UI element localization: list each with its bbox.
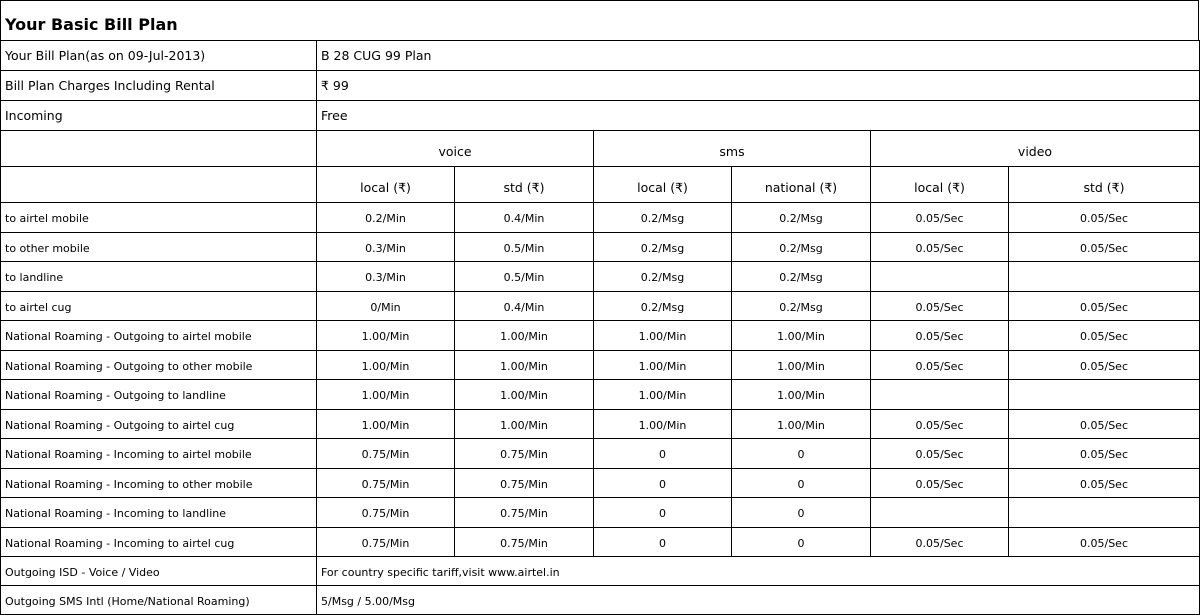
table-row <box>1 321 1200 351</box>
empty-header-cell <box>1 167 317 203</box>
rate-cell-voice-local: 0.2/Min <box>317 203 455 233</box>
row-label: National Roaming - Incoming to landline <box>1 498 317 528</box>
rate-cell-sms-national: 0 <box>732 498 871 528</box>
group-sms: sms <box>594 131 871 167</box>
isd-value: For country specific tariff,visit www.airtel.in <box>317 557 1200 586</box>
rate-cell-video-local: 0.05/Sec <box>871 409 1009 439</box>
plan-charges-label: Bill Plan Charges Including Rental <box>1 71 317 101</box>
table-row <box>1 350 1200 380</box>
rate-cell-video-local: 0.05/Sec <box>871 203 1009 233</box>
rate-cell-voice-std: 1.00/Min <box>455 350 594 380</box>
row-label: National Roaming - Outgoing to airtel mobile <box>1 321 317 351</box>
group-header-row <box>1 131 1200 167</box>
rate-cell-voice-std: 0.5/Min <box>455 232 594 262</box>
table-row <box>1 262 1200 292</box>
rate-cell-sms-national: 1.00/Min <box>732 380 871 410</box>
plan-name-label: Your Bill Plan(as on 09-Jul-2013) <box>1 41 317 71</box>
row-label: National Roaming - Incoming to other mobile <box>1 468 317 498</box>
row-label: National Roaming - Incoming to airtel mobile <box>1 439 317 469</box>
rate-cell-video-std <box>1009 498 1200 528</box>
row-label: National Roaming - Outgoing to other mobile <box>1 350 317 380</box>
plan-name-value: B 28 CUG 99 Plan <box>317 41 1200 71</box>
col-voice-local: local (₹) <box>317 167 455 203</box>
isd-row <box>1 557 1200 586</box>
rate-cell-voice-std: 0.5/Min <box>455 262 594 292</box>
rate-cell-voice-std: 0.4/Min <box>455 203 594 233</box>
incoming-row <box>1 101 1200 131</box>
column-header-row <box>1 167 1200 203</box>
rate-cell-voice-std: 1.00/Min <box>455 380 594 410</box>
rate-cell-sms-national: 0.2/Msg <box>732 291 871 321</box>
rate-cell-voice-local: 0.75/Min <box>317 468 455 498</box>
row-label: to other mobile <box>1 232 317 262</box>
plan-charges-value: ₹ 99 <box>317 71 1200 101</box>
rate-cell-sms-local: 1.00/Min <box>594 409 732 439</box>
col-sms-national: national (₹) <box>732 167 871 203</box>
rate-cell-sms-national: 0.2/Msg <box>732 232 871 262</box>
table-row <box>1 203 1200 233</box>
rate-cell-video-std: 0.05/Sec <box>1009 232 1200 262</box>
rate-cell-voice-local: 0.3/Min <box>317 232 455 262</box>
table-row <box>1 468 1200 498</box>
plan-name-row <box>1 41 1200 71</box>
rate-cell-video-local: 0.05/Sec <box>871 321 1009 351</box>
rate-cell-video-std: 0.05/Sec <box>1009 527 1200 557</box>
rate-cell-video-local: 0.05/Sec <box>871 439 1009 469</box>
rate-cell-voice-std: 1.00/Min <box>455 409 594 439</box>
rate-cell-video-std: 0.05/Sec <box>1009 468 1200 498</box>
rate-cell-sms-national: 1.00/Min <box>732 350 871 380</box>
rate-cell-sms-national: 0 <box>732 527 871 557</box>
rate-cell-video-std: 0.05/Sec <box>1009 350 1200 380</box>
rate-cell-sms-local: 0 <box>594 527 732 557</box>
table-row <box>1 380 1200 410</box>
rate-cell-sms-local: 0 <box>594 498 732 528</box>
rate-cell-voice-local: 1.00/Min <box>317 350 455 380</box>
rate-cell-voice-local: 1.00/Min <box>317 321 455 351</box>
bill-plan-table <box>0 40 1200 615</box>
rate-cell-video-local: 0.05/Sec <box>871 232 1009 262</box>
rate-cell-voice-std: 0.75/Min <box>455 439 594 469</box>
rate-cell-voice-std: 0.75/Min <box>455 498 594 528</box>
rate-cell-sms-national: 1.00/Min <box>732 409 871 439</box>
table-row <box>1 498 1200 528</box>
rate-cell-video-std: 0.05/Sec <box>1009 409 1200 439</box>
rate-cell-video-local: 0.05/Sec <box>871 350 1009 380</box>
rate-cell-video-std <box>1009 262 1200 292</box>
rate-cell-sms-local: 0.2/Msg <box>594 232 732 262</box>
col-voice-std: std (₹) <box>455 167 594 203</box>
rate-cell-voice-local: 0.75/Min <box>317 439 455 469</box>
rate-cell-video-local <box>871 498 1009 528</box>
row-label: to landline <box>1 262 317 292</box>
rate-cell-voice-local: 1.00/Min <box>317 409 455 439</box>
plan-charges-row <box>1 71 1200 101</box>
rate-cell-sms-local: 0.2/Msg <box>594 262 732 292</box>
rate-cell-sms-local: 0 <box>594 468 732 498</box>
rate-cell-voice-std: 0.75/Min <box>455 468 594 498</box>
col-video-local: local (₹) <box>871 167 1009 203</box>
rate-cell-video-std: 0.05/Sec <box>1009 439 1200 469</box>
sms-intl-value: 5/Msg / 5.00/Msg <box>317 586 1200 615</box>
rate-cell-video-std: 0.05/Sec <box>1009 203 1200 233</box>
rate-cell-voice-local: 1.00/Min <box>317 380 455 410</box>
empty-header-cell <box>1 131 317 167</box>
rate-cell-sms-local: 1.00/Min <box>594 380 732 410</box>
rate-cell-voice-std: 0.75/Min <box>455 527 594 557</box>
rate-cell-video-local: 0.05/Sec <box>871 468 1009 498</box>
rate-cell-sms-local: 0.2/Msg <box>594 203 732 233</box>
page-title: Your Basic Bill Plan <box>0 0 1199 40</box>
row-label: National Roaming - Outgoing to landline <box>1 380 317 410</box>
incoming-value: Free <box>317 101 1200 131</box>
incoming-label: Incoming <box>1 101 317 131</box>
rate-cell-video-local <box>871 262 1009 292</box>
group-voice: voice <box>317 131 594 167</box>
table-row <box>1 439 1200 469</box>
isd-label: Outgoing ISD - Voice / Video <box>1 557 317 586</box>
table-row <box>1 232 1200 262</box>
rate-cell-voice-local: 0.75/Min <box>317 527 455 557</box>
rate-cell-video-std: 0.05/Sec <box>1009 291 1200 321</box>
table-row <box>1 527 1200 557</box>
rate-cell-voice-local: 0.75/Min <box>317 498 455 528</box>
rate-cell-voice-std: 0.4/Min <box>455 291 594 321</box>
col-sms-local: local (₹) <box>594 167 732 203</box>
rate-cell-sms-national: 0.2/Msg <box>732 203 871 233</box>
rate-cell-video-std: 0.05/Sec <box>1009 321 1200 351</box>
row-label: National Roaming - Incoming to airtel cug <box>1 527 317 557</box>
rate-cell-video-std <box>1009 380 1200 410</box>
rate-cell-voice-local: 0.3/Min <box>317 262 455 292</box>
rate-cell-sms-local: 1.00/Min <box>594 350 732 380</box>
table-row <box>1 291 1200 321</box>
sms-intl-row <box>1 586 1200 615</box>
group-video: video <box>871 131 1200 167</box>
rate-cell-sms-national: 1.00/Min <box>732 321 871 351</box>
col-video-std: std (₹) <box>1009 167 1200 203</box>
row-label: National Roaming - Outgoing to airtel cug <box>1 409 317 439</box>
row-label: to airtel mobile <box>1 203 317 233</box>
rate-cell-sms-national: 0 <box>732 439 871 469</box>
table-row <box>1 409 1200 439</box>
rate-cell-video-local: 0.05/Sec <box>871 527 1009 557</box>
rate-cell-video-local: 0.05/Sec <box>871 291 1009 321</box>
sms-intl-label: Outgoing SMS Intl (Home/National Roaming) <box>1 586 317 615</box>
rate-cell-voice-local: 0/Min <box>317 291 455 321</box>
rate-cell-video-local <box>871 380 1009 410</box>
row-label: to airtel cug <box>1 291 317 321</box>
rate-cell-sms-local: 0.2/Msg <box>594 291 732 321</box>
rate-cell-sms-local: 0 <box>594 439 732 469</box>
rate-cell-sms-national: 0 <box>732 468 871 498</box>
rate-cell-sms-national: 0.2/Msg <box>732 262 871 292</box>
rate-cell-sms-local: 1.00/Min <box>594 321 732 351</box>
rate-cell-voice-std: 1.00/Min <box>455 321 594 351</box>
